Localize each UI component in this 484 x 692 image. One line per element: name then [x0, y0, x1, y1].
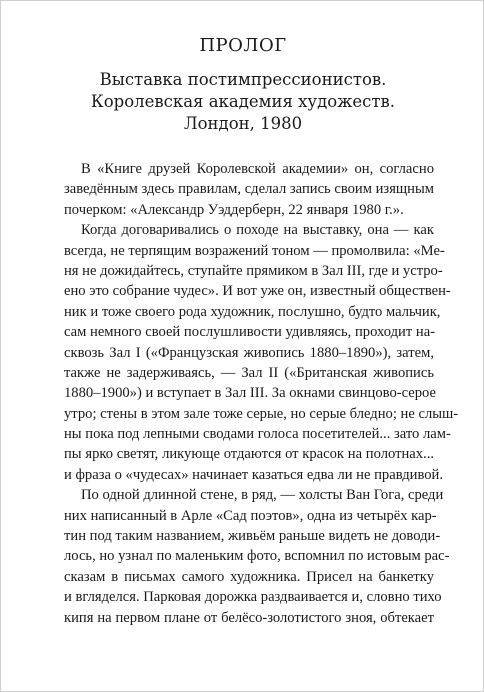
text-line: Когда договаривались о походе на выставку, она — как: [81, 222, 434, 239]
text-line: тин под таким названием, живьём раньше видеть не доводи-: [64, 528, 441, 545]
text-line: ник и тоже своего рода художник, послушно, будто мальчик,: [64, 303, 441, 320]
text-line: утро; стены в этом зале тоже серые, но серые бледно; не слыш-: [64, 405, 459, 422]
text-line: всегда, не терпящим возражений тоном — промолвила: «Ме-: [64, 242, 445, 259]
subtitle-line: Королевская академия художеств.: [90, 92, 396, 111]
text-line: них написанный в Арле «Сад поэтов», одна из четырёх кар-: [64, 507, 437, 524]
text-line: почерком: «Александр Уэддерберн, 22 января 1980 г.».: [64, 201, 404, 218]
text-line: По одной длинной стене, в ряд, — холсты Ван Гога, среди: [81, 487, 444, 504]
text-line: пы ярко светят, ликующе отдаются от красок на полотнах...: [64, 446, 434, 463]
text-line: заведённым здесь правилам, сделал запись своим изящным: [64, 181, 434, 198]
text-line: ено это собрание чудес». И вот уже он, известный обществен-: [64, 283, 451, 300]
text-line: и вгляделся. Парковая дорожка раздваивается и, словно тихо: [64, 589, 442, 606]
body-text: [64, 159, 459, 628]
text-line: ны пока под лепными сводами голоса посетителей... зато лам-: [64, 426, 451, 443]
subtitle-line: Выставка постимпрессионистов.: [99, 70, 387, 89]
chapter-heading: ПРОЛОГ: [199, 35, 287, 56]
text-line: лось, но узнал по маленьким фото, вспомнил по истовым рас-: [64, 548, 450, 565]
text-line: сам немного своей послушливости удивляясь, проходит на-: [64, 324, 436, 341]
text-line: кипя на первом плане от белёсо-золотистого зноя, обтекает: [64, 609, 434, 626]
text-line: ня не дожидайтесь, ступайте прямиком в Зал III, где и устро-: [64, 262, 443, 279]
text-line: В «Книге друзей Королевской академии» он, согласно: [81, 161, 434, 177]
text-line: сквозь Зал I («Французская живопись 1880–1890»), затем,: [64, 344, 434, 361]
text-line: также не задерживаясь, — Зал II («Британская живопись: [64, 364, 434, 381]
text-line: и фраза о «чудесах» начинает казаться едва ли не правдивой.: [64, 466, 444, 483]
text-line: 1880–1900») и вступает в Зал III. За окнами свинцово-серое: [64, 385, 436, 402]
text-line: сказам в письмах самого художника. Присел на банкетку: [64, 568, 434, 585]
chapter-subtitle: [1, 69, 484, 135]
subtitle-line: Лондон, 1980: [183, 114, 303, 133]
